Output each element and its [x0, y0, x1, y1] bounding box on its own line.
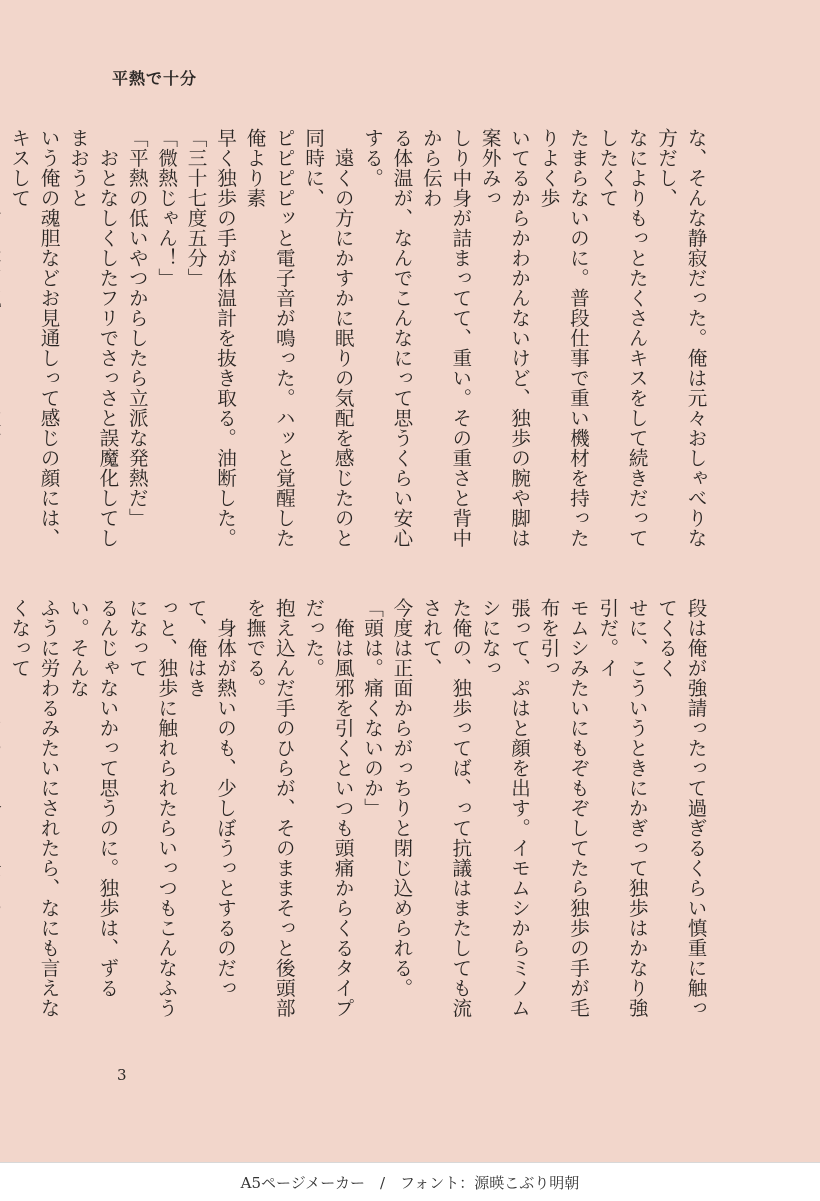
text-line — [0, 128, 4, 558]
text-line: る体温が、なんでこんなにって思うくらい安心する。 — [360, 128, 413, 548]
text-line: せに、こういうときにかぎって独歩はかなり強引だ。イ — [595, 598, 649, 1018]
text-line: 「平熱の低いやつからしたら立派な発熱だ」 — [125, 128, 149, 528]
text-line: 張って、ぷはと顔を出す。イモムシからミノムシになっ — [478, 598, 531, 1018]
text-line: っと、独歩に触れられたらいっつもこんなふうになって — [125, 598, 178, 1018]
text-line: 「頭は。痛くないのか」 — [360, 598, 384, 818]
text-line: 今度は正面からがっちりと閉じ込められる。 — [389, 598, 413, 998]
text-column-top — [7, 128, 710, 558]
text-line: 遠くの方にかすかに眠りの気配を感じたのと同時に、 — [301, 128, 355, 548]
text-line: 早く独歩の手が体温計を抜き取る。油断した。 — [213, 128, 237, 548]
text-line: たまらないのに。普段仕事で重い機材を持ったりよく歩 — [536, 128, 590, 548]
text-line: るんじゃないかって思うのに。独歩は、ずるい。そんな — [66, 598, 119, 998]
text-line: 「三十七度五分」 — [184, 128, 208, 288]
text-column-bottom — [7, 598, 710, 1028]
text-line: 段は俺が強請ったって過ぎるくらい慎重に触ってくるく — [654, 598, 707, 1018]
text-line: 身体が熱いのも、少しぼうっとするのだって、俺はき — [184, 598, 237, 998]
text-line: 俺は風邪を引くといつも頭痛からくるタイプだった。 — [301, 598, 355, 1018]
footer-credit — [0, 1162, 820, 1201]
text-line: 「微熱じゃん！」 — [154, 128, 178, 288]
text-line: しり中身が詰まってて、重い。その重さと背中から伝わ — [419, 128, 472, 548]
page-number: 3 — [117, 1066, 127, 1084]
text-line: いてるからかわかんないけど、独歩の腕や脚は案外みっ — [478, 128, 531, 548]
running-title: 平熱で十分 — [112, 69, 198, 88]
text-line: た俺の、独歩ってば、って抗議はまたしても流されて、 — [419, 598, 472, 1018]
text-line: いう俺の魂胆などお見通しって感じの顔には、キスして — [7, 128, 61, 548]
text-line: おとなしくしたフリでさっさと誤魔化してしまおうと — [66, 128, 119, 548]
text-line: ふうに労わるみたいにされたら、なにも言えなくなって — [7, 598, 61, 1018]
text-line: ピピピピッと電子音が鳴った。ハッと覚醒した俺より素 — [242, 128, 296, 548]
text-line: 抱え込んだ手のひらが、そのままそっと後頭部を撫でる。 — [242, 598, 296, 1018]
footer-text: A5ページメーカー / フォント：源暎こぶり明朝 — [240, 1173, 580, 1192]
text-line: モムシみたいにもぞもぞしてたら独歩の手が毛布を引っ — [536, 598, 590, 1018]
text-line — [0, 598, 4, 1028]
text-line: な、そんな静寂だった。俺は元々おしゃべりな方だし、 — [654, 128, 707, 548]
text-line: なによりもっとたくさんキスをして続きだってしたくて — [595, 128, 649, 548]
